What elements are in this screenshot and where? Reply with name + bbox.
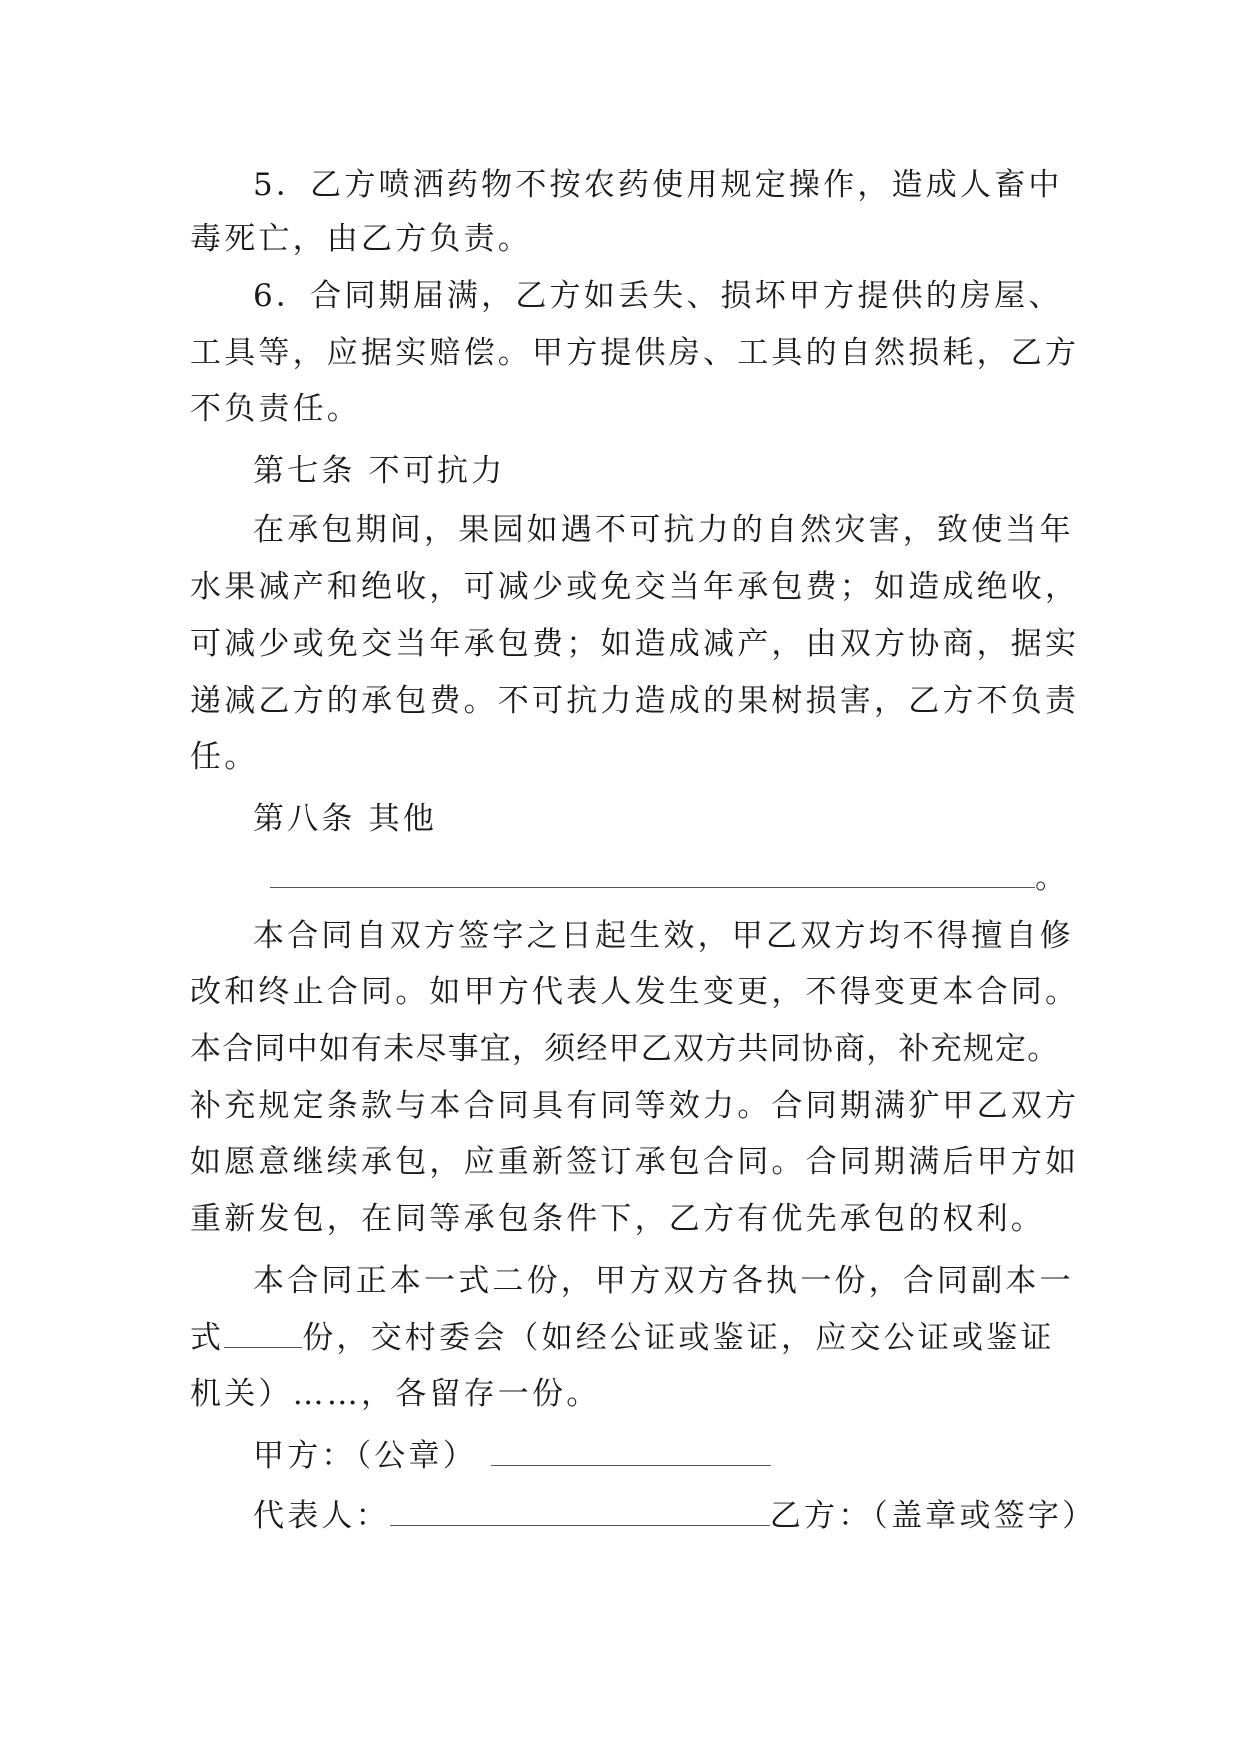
copies-suffix: 份，交村委会（如经公证或鉴证，应交公证或鉴证	[302, 1320, 1055, 1356]
copies-line-1: 本合同正本一式二份，甲方双方各执一份，合同副本一	[253, 1263, 1074, 1299]
effect-line-4: 补充规定条款与本合同具有同等效力。合同期满犷甲乙双方	[190, 1088, 1080, 1124]
copies-line-3: 机关）……，各留存一份。	[190, 1376, 601, 1412]
effect-line-5: 如愿意继续承包，应重新签订承包合同。合同期满后甲方如	[190, 1144, 1080, 1180]
party-b-label: 乙方：（盖章或签字）	[769, 1498, 1097, 1534]
article-8-blank-line	[270, 858, 1069, 898]
representative-label: 代表人：	[253, 1498, 390, 1534]
party-a-line	[253, 1436, 771, 1476]
article-8-fill-blank	[270, 859, 1035, 888]
effect-line-6: 重新发包，在同等承包条件下，乙方有优先承包的权利。	[190, 1201, 1045, 1237]
article-7-line-4: 递减乙方的承包费。不可抗力造成的果树损害，乙方不负责	[190, 683, 1080, 719]
clause-5-line-1: 5．乙方喷洒药物不按农药使用规定操作，造成人畜中	[253, 167, 1063, 203]
effect-line-3: 本合同中如有未尽事宜，须经甲乙双方共同协商，补充规定。	[190, 1031, 1060, 1067]
article-7-line-5: 任。	[190, 739, 259, 775]
clause-6-line-1: 6．合同期届满，乙方如丢失、损坏甲方提供的房屋、	[253, 278, 1063, 314]
copies-count-blank	[224, 1319, 302, 1348]
party-a-label: 甲方：（公章）	[253, 1438, 477, 1474]
article-7-heading: 第七条 不可抗力	[253, 453, 506, 489]
article-7-line-1: 在承包期间，果园如遇不可抗力的自然灾害，致使当年	[253, 512, 1074, 548]
copies-line-2	[190, 1318, 1055, 1358]
representative-signature-blank	[390, 1497, 770, 1526]
representative-line	[253, 1496, 1096, 1536]
article-8-heading: 第八条 其他	[253, 801, 438, 837]
copies-prefix: 式	[190, 1320, 225, 1356]
clause-6-line-3: 不负责任。	[190, 391, 361, 427]
clause-5-line-2: 毒死亡，由乙方负责。	[190, 221, 532, 257]
party-a-seal-blank	[491, 1437, 771, 1466]
effect-line-2: 改和终止合同。如甲方代表人发生变更，不得变更本合同。	[190, 974, 1080, 1010]
clause-6-line-2: 工具等，应据实赔偿。甲方提供房、工具的自然损耗，乙方	[190, 335, 1080, 371]
article-7-line-2: 水果减产和绝收，可减少或免交当年承包费；如造成绝收，	[190, 569, 1080, 605]
article-8-period: 。	[1035, 860, 1070, 896]
article-7-line-3: 可减少或免交当年承包费；如造成减产，由双方协商，据实	[190, 626, 1080, 662]
effect-line-1: 本合同自双方签字之日起生效，甲乙双方均不得擅自修	[253, 918, 1074, 954]
